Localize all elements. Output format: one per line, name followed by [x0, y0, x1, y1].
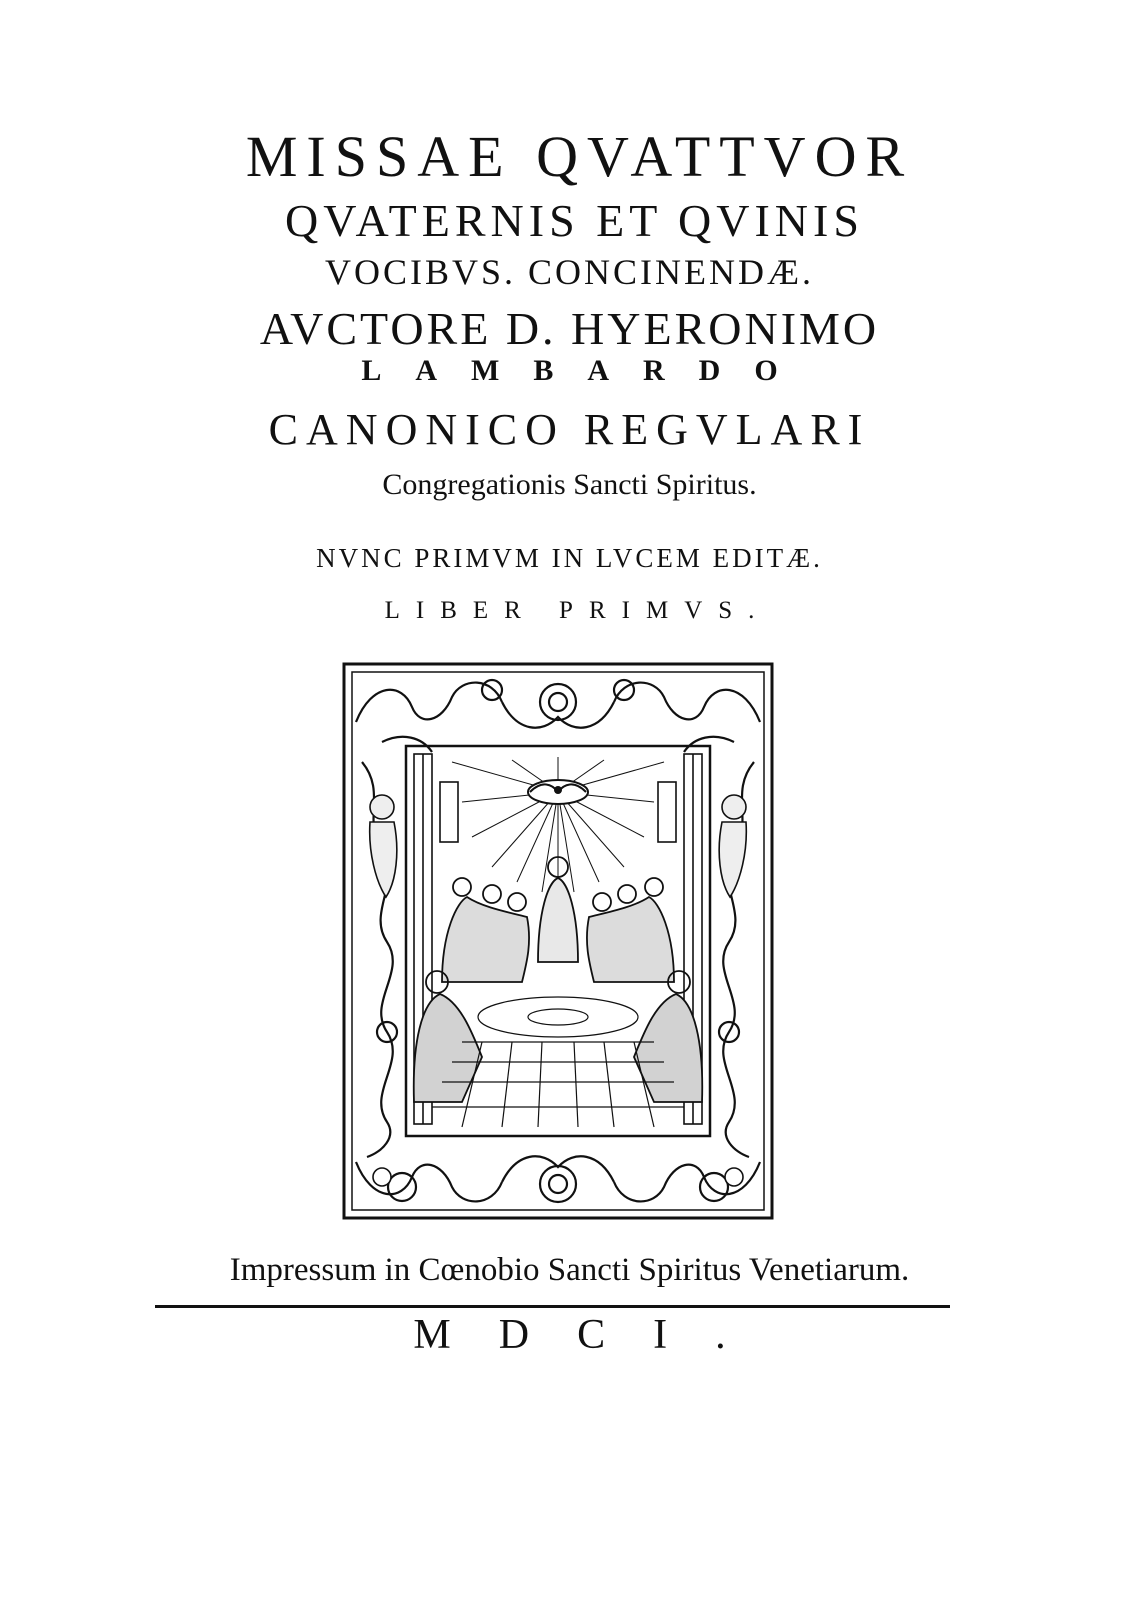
author-surname: LAMBARDO	[361, 354, 812, 387]
apostle-figures	[414, 857, 703, 1102]
volume-line: LIBER PRIMVS.	[384, 597, 771, 624]
checkered-floor	[432, 997, 684, 1127]
title-line-missae: MISSAE QVATTVOR	[245, 124, 914, 189]
author-line: AVCTORE D. HYERONIMO	[259, 303, 880, 354]
title-line-concinendae: VOCIBVS. CONCINENDÆ.	[324, 252, 815, 292]
title-line-voices: QVATERNIS ET QVINIS	[285, 195, 864, 246]
edition-line: NVNC PRIMVM IN LVCEM EDITÆ.	[316, 543, 823, 573]
light-rays	[452, 757, 664, 894]
imprint-year: MDCI.	[413, 1312, 774, 1358]
imprint-place: Impressum in Cœnobio Sancti Spiritus Venetiarum.	[229, 1252, 910, 1288]
author-title: CANONICO REGVLARI	[268, 405, 871, 454]
dove-icon	[528, 780, 588, 804]
congregation-line: Congregationis Sancti Spiritus.	[382, 468, 757, 501]
mask-icon	[373, 1168, 743, 1186]
pentecost-woodcut	[342, 662, 774, 1220]
imprint-rule	[155, 1305, 950, 1308]
